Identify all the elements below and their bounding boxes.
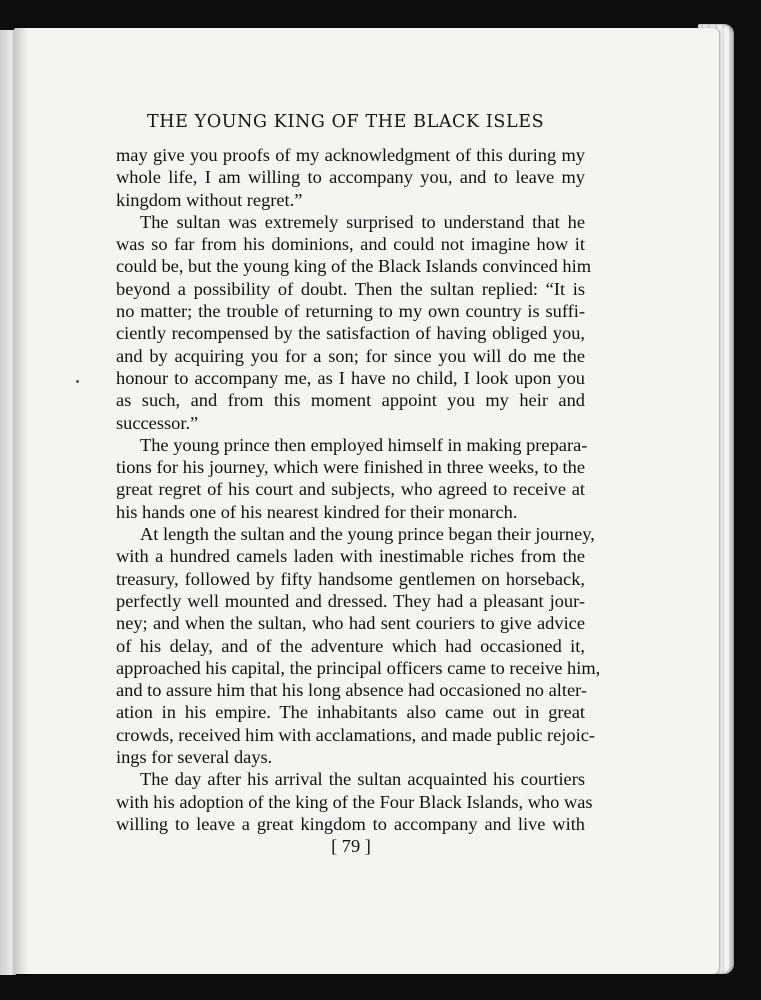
text-line: crowds, received him with acclamations, and made public rejoic- bbox=[116, 724, 596, 745]
text-line: The sultan was extremely surprised to understand that he bbox=[140, 211, 585, 232]
text-line: with a hundred camels laden with inestimable riches from the bbox=[116, 546, 585, 567]
gutter-shadow bbox=[14, 28, 28, 974]
text-line: with his adoption of the king of the Four Black Islands, who was bbox=[116, 791, 593, 812]
text-line: kingdom without regret.” bbox=[116, 189, 303, 210]
text-line: treasury, followed by fifty handsome gentlemen on horseback, bbox=[116, 568, 585, 589]
text-line: was so far from his dominions, and could not imagine how it bbox=[116, 234, 585, 255]
text-line: tions for his journey, which were finished in three weeks, to the bbox=[116, 457, 585, 478]
text-line: ciently recompensed by the satisfaction of having obliged you, bbox=[116, 323, 585, 344]
text-line: whole life, I am willing to accompany you, and to leave my bbox=[116, 167, 585, 188]
text-line: could be, but the young king of the Black Islands convinced him bbox=[116, 256, 591, 277]
text-line: The day after his arrival the sultan acquainted his courtiers bbox=[140, 769, 585, 790]
text-line: as such, and from this moment appoint you my heir and bbox=[116, 390, 585, 411]
text-line: approached his capital, the principal officers came to receive him, bbox=[116, 657, 601, 678]
text-line: The young prince then employed himself in making prepara- bbox=[140, 434, 588, 455]
text-line: perfectly well mounted and dressed. They had a pleasant jour- bbox=[116, 590, 585, 611]
text-line: successor.” bbox=[116, 412, 199, 433]
text-line: no matter; the trouble of returning to my own country is suffi- bbox=[116, 301, 585, 322]
page-number: [ 79 ] bbox=[331, 836, 371, 856]
running-head: THE YOUNG KING OF THE BLACK ISLES bbox=[147, 112, 545, 132]
text-line: of his delay, and of the adventure which had occasioned it, bbox=[116, 635, 585, 656]
body-text bbox=[116, 144, 601, 835]
text-line: willing to leave a great kingdom to accompany and live with bbox=[116, 813, 585, 834]
text-line: beyond a possibility of doubt. Then the sultan replied: “It is bbox=[116, 278, 585, 299]
paper-speck bbox=[76, 380, 79, 383]
text-line: and to assure him that his long absence had occasioned no alter- bbox=[116, 680, 587, 701]
text-line: At length the sultan and the young prince began their journey, bbox=[140, 524, 595, 545]
text-line: may give you proofs of my acknowledgment of this during my bbox=[116, 145, 585, 165]
text-line: and by acquiring you for a son; for since you will do me the bbox=[116, 345, 585, 366]
text-line: his hands one of his nearest kindred for their monarch. bbox=[116, 501, 518, 522]
text-line: ney; and when the sultan, who had sent couriers to give advice bbox=[116, 613, 585, 634]
text-line: great regret of his court and subjects, who agreed to receive at bbox=[116, 479, 585, 500]
text-line: honour to accompany me, as I have no child, I look upon you bbox=[116, 367, 585, 388]
text-line: ation in his empire. The inhabitants also came out in great bbox=[116, 702, 585, 723]
text-line: ings for several days. bbox=[116, 747, 273, 768]
